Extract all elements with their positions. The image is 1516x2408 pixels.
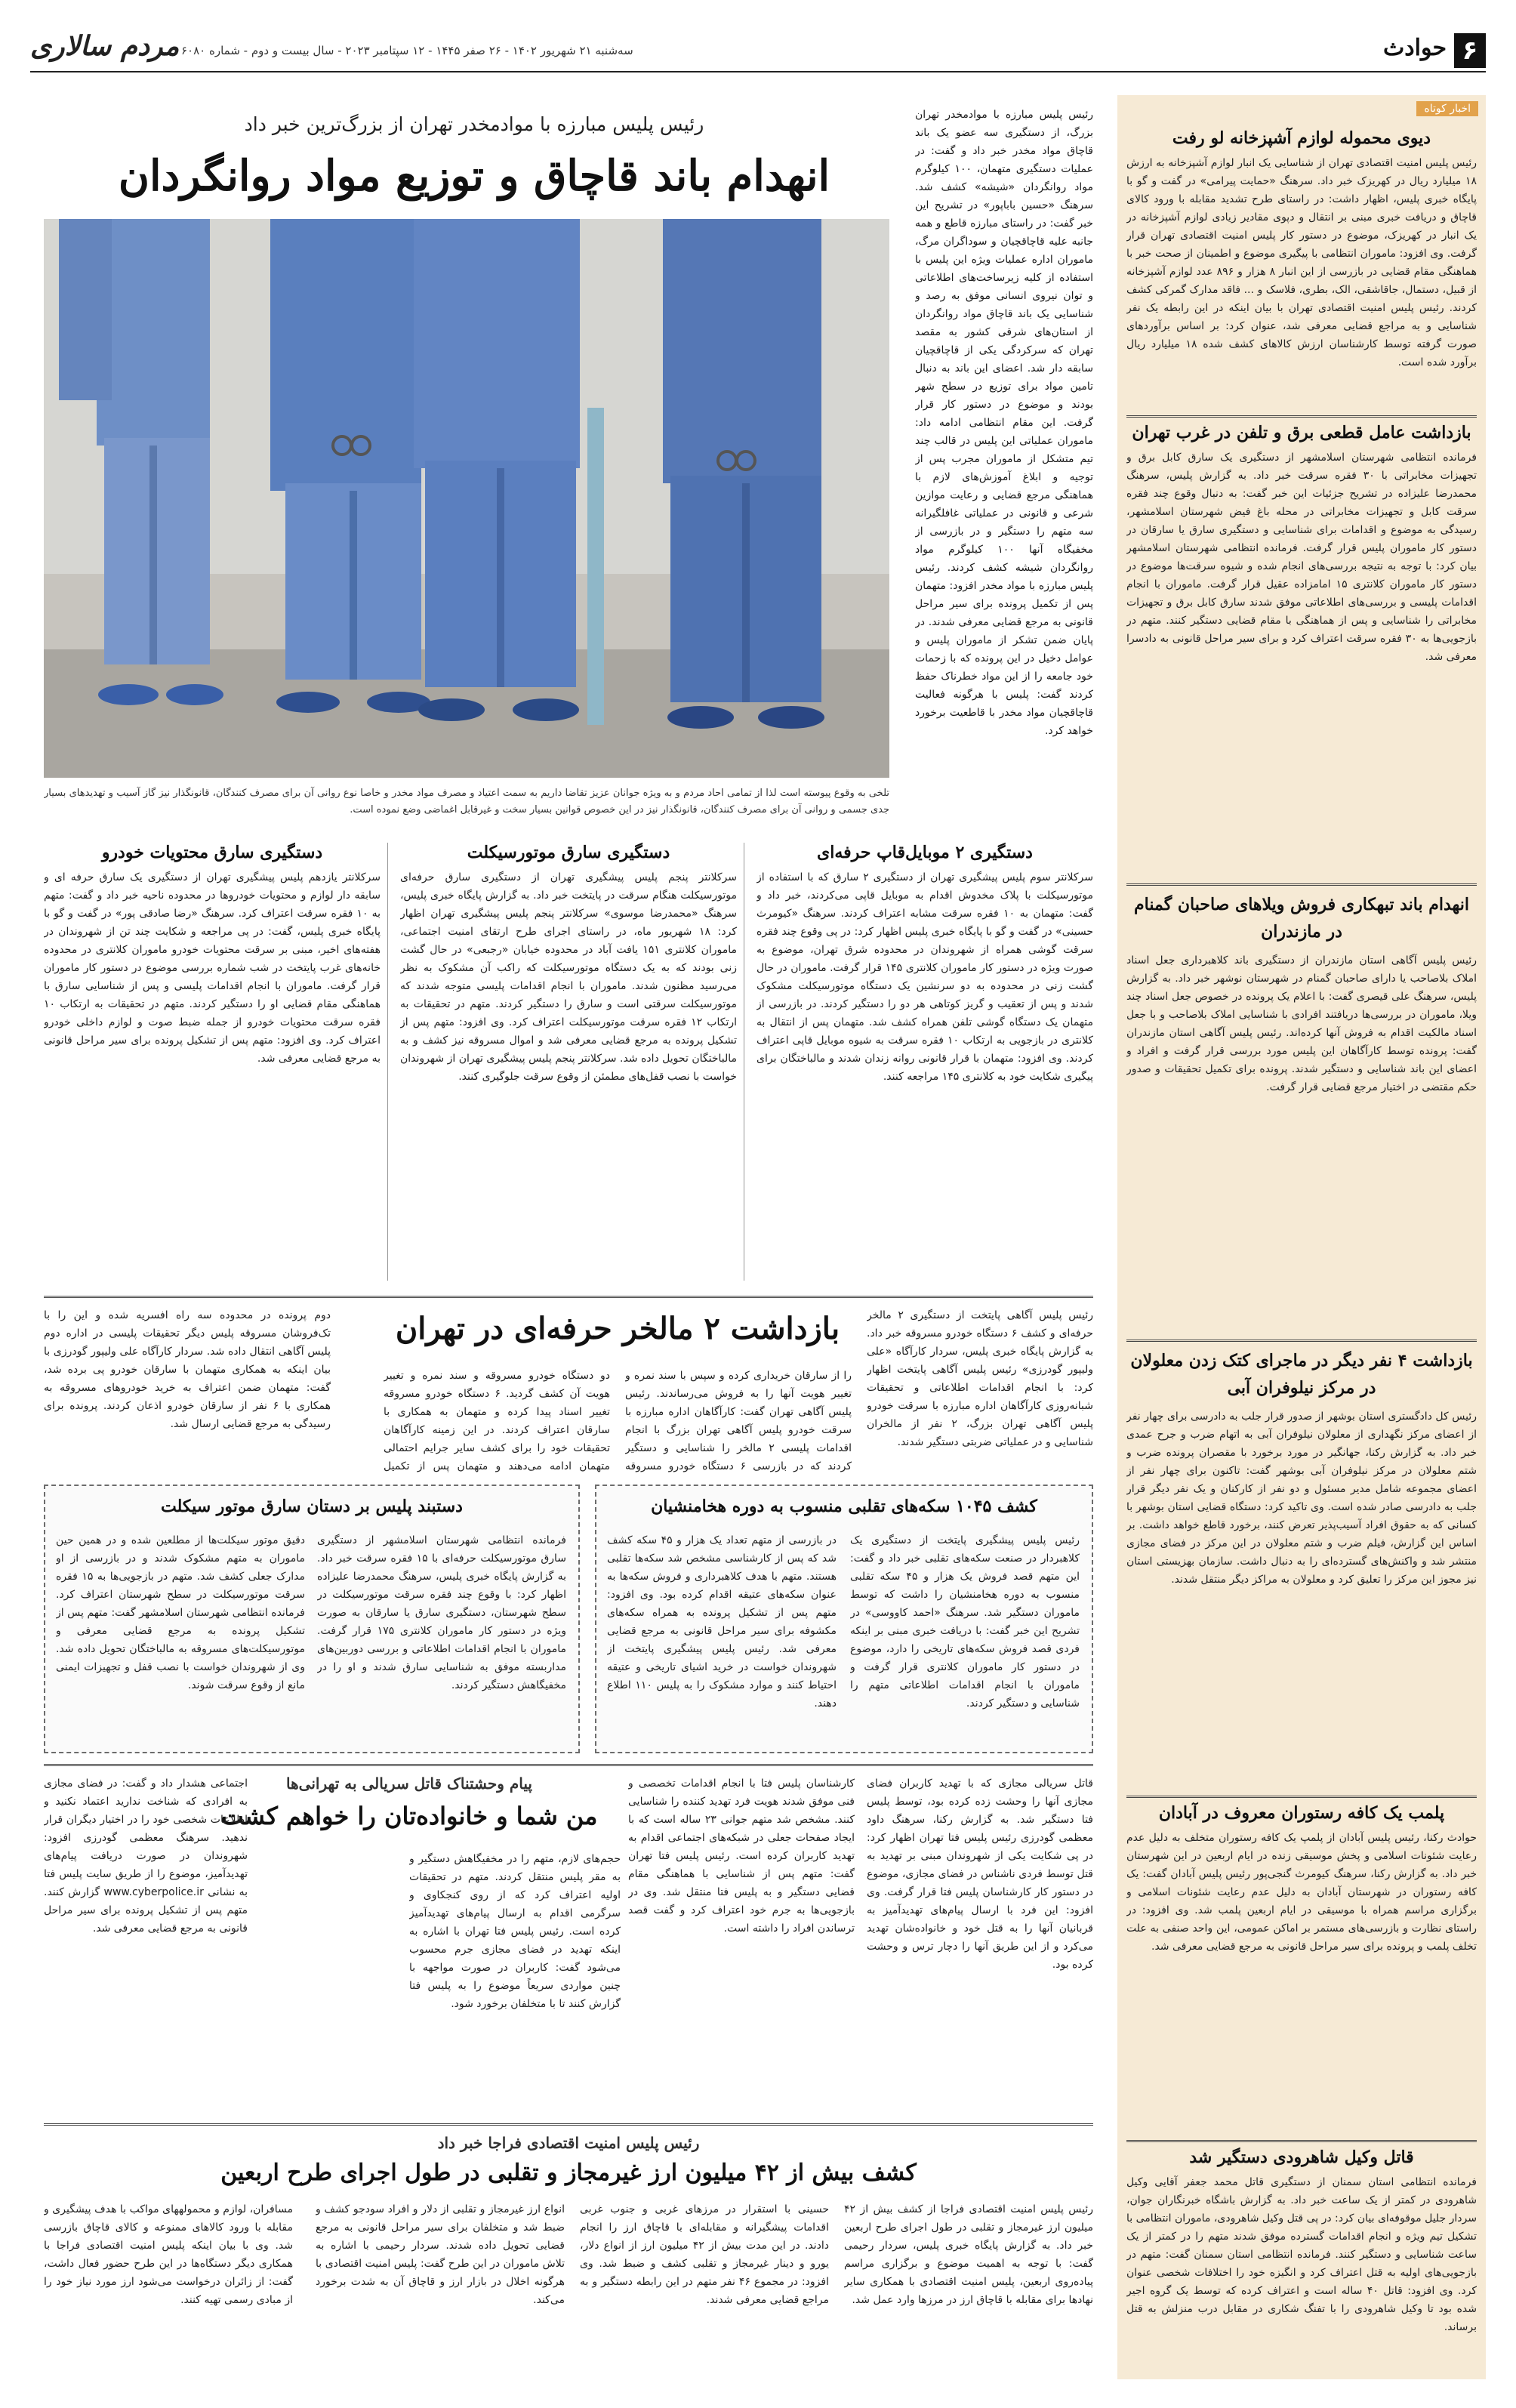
box-body: دقیق موتور سیکلت‌ها از مطلعین شده و در همین حین ماموران به متهم مشکوک شدند و در بازرسی از او مدارک جعلی کشف شد. متهم در بازجویی‌ها به ۱۵ فقره سرقت موتورسیکلت در سطح شهرستان اعتراف کرد. فرمانده انتظامی شهرستان اسلامشهر گفت: متهم پس از تشکیل پرونده به مرجع قضایی معرفی و موتورسیکلت‌های مسروقه به مالباختگان تحویل داده شد. وی از شهروندان خواست با نصب قفل و تجهیزات ایمنی مانع از وقوع سرقت شوند. bbox=[56, 1534, 305, 1691]
masthead bbox=[30, 30, 1486, 72]
column-rule bbox=[387, 843, 388, 1281]
photo-caption: تلخی به وقوع پیوسته است لذا از تمامی احاد مردم و به ویژه جوانان عزیز تقاضا داریم به سمت اعتیاد و مصرف مواد مخدر و خاصا نوع روانی آن برای مصرف کنندگان، قانونگذار نیز گاز آسیب و تهدیدهای بسیار جدی جسمی و روانی آن برای مصرف کنندگان، قانونگذار نیز در این خصوص قوانین بسیار سخت و غیرقابل اغماضی وضع نموده است. bbox=[44, 788, 889, 816]
brief-item bbox=[1126, 423, 1477, 885]
dateline: سه‌شنبه ۲۱ شهریور ۱۴۰۲ - ۲۶ صفر ۱۴۴۵ - ۱۲ سپتامبر ۲۰۲۳ - سال بیست و دوم - شماره ۶۰۸۰ bbox=[181, 44, 633, 57]
row-story bbox=[400, 843, 737, 1269]
bottom-column: مسافران، لوازم و محمولههای مواکب با هدف پیشگیری و مقابله با ورود کالاهای ممنوعه و کالای قاچاق بازرسی شد. وی با بیان اینکه پلیس امنیت اقتصادی فراجا با همکاری دیگر دستگاه‌ها در این طرح حضور فعال داشت، گفت: از زائران درخواست می‌شود ارز مورد نیاز خود را از مبادی رسمی تهیه کنند. bbox=[44, 2203, 293, 2306]
page-number-badge: ۶ bbox=[1454, 33, 1486, 68]
bottom-kicker: رئیس پلیس امنیت اقتصادی فراجا خبر داد bbox=[437, 2134, 700, 2152]
lead-side-text: رئیس پلیس مبارزه با موادمخدر تهران بزرگ، از دستگیری سه عضو یک باند قاچاق مواد مخدر خبر داد و گفت: در عملیات دستگیری متهمان، ۱۰۰ کیلوگرم مواد روانگردان «شیشه» کشف شد. سرهنگ «حسین باباپور» در تشریح این خبر گفت: در راستای مبارزه قاطع و همه جانبه علیه قاچاقچیان و سوداگران مرگ، ماموران اداره عملیات ویژه این پلیس با استفاده از کلیه زیرساخت‌های اطلاعاتی و توان نیروی انسانی موفق به رصد و شناسایی یک باند قاچاق مواد روانگردان از استان‌های شرقی کشور به مقصد تهران که سرکردگی یکی از قاچاقچیان سابقه دار شد. اعضای این باند به دنبال تامین مواد برای توزیع در سطح شهر بودند و موضوع در دستور کار قرار گرفت. این مقام انتظامی ادامه داد: ماموران عملیاتی این پلیس در قالب چند تیم متشکل از ماموران مجرب پس از توجیه و ابلاغ آموزش‌های لازم با هماهنگی مرجع قضایی و رعایت موازین شرعی و قانونی در عملیاتی غافلگیرانه سه متهم را دستگیر و در بازرسی از مخفیگاه آنها ۱۰۰ کیلوگرم مواد روانگردان شیشه کشف کردند. رئیس پلیس مبارزه با مواد مخدر افزود: متهمان پس از تکمیل پرونده برای سیر مراحل قانونی به مرجع قضایی معرفی شدند. در پایان ضمن تشکر از ماموران پلیس و عوامل دخیل در این پرونده که با زحمات خود جامعه را از این مواد خطرناک حفظ کردند گفت: پلیس با هرگونه فعالیت قاچاقچیان مواد مخدر با قاطعیت برخورد خواهد کرد. bbox=[915, 109, 1093, 737]
lead-photo bbox=[44, 219, 889, 778]
row-stories bbox=[44, 843, 1093, 1290]
row-story-body: سرکلانتر پنجم پلیس پیشگیری تهران از دستگیری سارق حرفه‌ای موتورسیکلت هنگام سرقت در پایتخت خبر داد. به گزارش پایگاه خبری پلیس، سرهنگ «محمدرضا موسوی» سرکلانتر پنجم پلیس پیشگیری تهران اظهار کرد: ۱۸ شهریور ماه، در راستای اجرای طرح ارتقای امنیت اجتماعی، ماموران کلانتری ۱۵۱ یافت آباد در محدوده خیابان «رجبعی» در حال گشت زنی بودند که به یک دستگاه موتورسیکلت که راکب آن مشکوک به نظر می‌رسید مظنون شدند. ماموران با انجام اقدامات پلیسی متوجه شدند که موتورسیکلت سرقتی است و سارق را دستگیر کردند. متهم در تحقیقات به ارتکاب ۱۲ فقره سرقت موتورسیکلت اعتراف کرد. وی افزود: متهم پس از تشکیل پرونده به مرجع قضایی معرفی شد و اموال مسروقه نیز کشف و به مالباختگان تحویل داده شد. سرکلانتر پنجم پلیس پیشگیری تهران از شهروندان خواست با نصب قفل‌های مطمئن از وقوع سرقت جلوگیری کنند. bbox=[400, 871, 737, 1083]
box-body: رئیس پلیس پیشگیری پایتخت از دستگیری یک کلاهبردار در صنعت سکه‌های تقلبی خبر داد و گفت: این متهم قصد فروش یک هزار و ۴۵ سکه تقلبی منسوب به دوره هخامنشیان را داشت که توسط ماموران دستگیر شد. سرهنگ «احمد کاووسی» در تشریح این خبر گفت: با دریافت خبری مبنی بر اینکه فردی قصد فروش سکه‌های تاریخی را دارد، موضوع در دستور کار ماموران کلانتری قرار گرفت و ماموران با انجام اقدامات اطلاعاتی متهم را شناسایی و دستگیر کردند. bbox=[850, 1534, 1080, 1710]
row-story-body: سرکلانتر یازدهم پلیس پیشگیری تهران از دستگیری یک سارق حرفه ای و سابقه دار لوازم و محتویات خودروها در محدوده ناحیه خبر داد و گفت: متهم به ۱۰ فقره سرقت اعتراف کرد. سرهنگ «رضا صادقی پور» در گفت و گو با پایگاه خبری پلیس، گفت: در پی مراجعه و شکایت چند تن از شهروندان در هفته‌های اخیر، مبنی بر سرقت محتویات خودرو ماموران کلانتری در محدوده خانه‌های غرب پایتخت در شب شماره بررسی موضوع در دستور کار ماموران قرار گرفت. ماموران با انجام اقدامات پلیسی و پس از شناسایی سارق با هماهنگی مقام قضایی او را دستگیر کردند. متهم در تحقیقات به ارتکاب ۱۰ فقره سرقت محتویات خودرو از جمله ضبط صوت و لوازم داخلی خودرو اعتراف کرد. وی افزود: متهم پس از تشکیل پرونده برای سیر مراحل قانونی به مرجع قضایی معرفی شد. bbox=[44, 871, 381, 1065]
row-story-title: دستگیری سارق موتورسیکلت bbox=[467, 843, 670, 862]
mid-headline: بازداشت ۲ مالخر حرفه‌ای در تهران bbox=[395, 1311, 840, 1346]
cyber-headline: من شما و خانواده‌تان را خواهم کشت bbox=[220, 1802, 598, 1830]
suspects-photo-illustration bbox=[44, 219, 889, 778]
box-body: در بازرسی از متهم تعداد یک هزار و ۴۵ سکه کشف شد که پس از کارشناسی مشخص شد سکه‌ها تقلبی هستند. متهم با هدف کلاهبرداری و فروش سکه‌ها به عنوان سکه‌های عتیقه اقدام کرده بود. وی افزود: متهم پس از تشکیل پرونده به همراه سکه‌های مکشوفه برای سیر مراحل قانونی به مرجع قضایی معرفی شد. رئیس پلیس پیشگیری پایتخت از شهروندان خواست در خرید اشیای تاریخی و عتیقه احتیاط کنند و موارد مشکوک را به پلیس ۱۱۰ اطلاع دهند. bbox=[607, 1534, 837, 1710]
brief-item bbox=[1126, 1803, 1477, 2137]
mid-column: دوم پرونده در محدوده سه راه افسریه شده و این را با تک‌فروشان مسروقه پلیس دیگر تحقیقات پلیسی در اداره دوم پلیس آگاهی انتقال داده شد. سردار کارآگاه علی ولیپور گودرزی با بیان اینکه به همکاری متهمان با سارقان خودرو پی برده شد، گفت: متهمان ضمن اعتراف به خرید خودروهای مسروقه به همکاری با ۶ نفر از سارقان خودرو اذعان کردند. پرونده برای رسیدگی به مرجع قضایی ارسال شد. bbox=[44, 1309, 331, 1430]
boxed-story bbox=[595, 1485, 1093, 1753]
lead-kicker: رئیس پلیس مبارزه با موادمخدر تهران از بزرگ‌ترین خبر داد bbox=[244, 113, 704, 135]
brief-body: فرمانده انتظامی شهرستان اسلامشهر از دستگیری یک سارق کابل برق و تجهیزات مخابراتی با ۳۰ فقره سرقت خبر داد. به گزارش پلیس، سرهنگ محمدرضا علیزاده در تشریح جزئیات این خبر گفت: به دنبال وقوع چند فقره سرقت کابل و تجهیزات مخابراتی در محله باغ فیض شهرستان اسلامشهر، رسیدگی به موضوع و اقدامات برای شناسایی و دستگیری سارق یا سارقان در دستور کار ماموران پلیس قرار گرفت. فرمانده انتظامی شهرستان اسلامشهر بیان کرد: با توجه به نتیجه بررسی‌های انجام شده و شیوه سرقت‌ها موضوع در دستور کار ماموران کلانتری ۱۵ امامزاده عقیل قرار گرفت. ماموران با انجام اقدامات پلیسی و بررسی‌های اطلاعاتی موفق شدند سارق کابل برق و تجهیزات مخابراتی را شناسایی و پس از هماهنگی با مقام قضایی دستگیر کنند. متهم در بازجویی‌ها به ۳۰ فقره سرقت اعتراف کرد و برای سیر مراحل قانونی به دادسرا معرفی شد. bbox=[1126, 452, 1477, 663]
section-title: حوادث bbox=[1383, 35, 1447, 61]
cyber-column: اجتماعی هشدار داد و گفت: در فضای مجازی به افرادی که شناخت ندارید اعتماد نکنید و اطلاعات شخصی خود را در اختیار دیگران قرار ندهید. سرهنگ معظمی گودرزی افزود: شهروندان در صورت دریافت پیام‌های تهدیدآمیز، موضوع را از طریق سایت پلیس فتا به نشانی www.cyberpolice.ir گزارش کنند. متهم پس از تشکیل پرونده برای سیر مراحل قانونی به مرجع قضایی معرفی شد. bbox=[44, 1777, 248, 1935]
row-story-title: دستگیری سارق محتویات خودرو bbox=[101, 843, 323, 862]
bottom-column: حسینی با استقرار در مرزهای غربی و جنوب غربی اقدامات پیشگیرانه و مقابله‌ای با قاچاق ارز را انجام دادند. در این مدت بیش از ۴۲ میلیون ارز از انواع دلار، یورو و دینار غیرمجاز و تقلبی کشف و ضبط شد. وی افزود: در مجموع ۴۶ نفر متهم در این رابطه دستگیر و به مراجع قضایی معرفی شدند. bbox=[580, 2203, 829, 2306]
divider bbox=[1126, 2140, 1477, 2142]
box-title: دستبند پلیس بر دستان سارق موتور سیکلت bbox=[161, 1497, 463, 1516]
row-story-title: دستگیری ۲ موبایل‌قاپ حرفه‌ای bbox=[817, 843, 1033, 862]
box-title: کشف ۱۰۴۵ سکه‌های تقلبی منسوب به دوره هخامنشیان bbox=[651, 1497, 1037, 1516]
row-story-body: سرکلانتر سوم پلیس پیشگیری تهران از دستگیری ۲ سارق که با استفاده از موتورسیکلت با پلاک مخدوش اقدام به موبایل قاپی می‌کردند، خبر داد و گفت: متهمان به ۱۰ فقره سرقت مشابه اعتراف کردند. سرهنگ «کیومرث حسینی» در گفت و گو با پایگاه خبری پلیس اظهار کرد: در پی وقوع چند فقره سرقت گوشی همراه از شهروندان در محدوده شرق تهران، موضوع به صورت ویژه در دستور کار ماموران کلانتری ۱۴۵ قرار گرفت. ماموران در حال گشت زنی در محدوده به دو سرنشین یک دستگاه موتورسیکلت مشکوک شدند و پس از تعقیب و گریز کوتاهی هر دو را دستگیر کردند. در بازرسی از متهمان یک دستگاه گوشی تلفن همراه کشف شد. متهمان پس از انتقال به کلانتری در بازجویی به ارتکاب ۱۰ فقره سرقت به شیوه موبایل قاپی اعتراف کردند. وی افزود: متهمان با قرار قانونی روانه زندان شدند و مالباختگان برای پیگیری شکایت خود به کلانتری ۱۴۵ مراجعه کنند. bbox=[756, 871, 1093, 1083]
divider bbox=[44, 1764, 1093, 1766]
brief-item bbox=[1126, 1347, 1477, 1824]
divider bbox=[1126, 883, 1477, 886]
divider bbox=[1126, 1796, 1477, 1798]
brief-item bbox=[1126, 891, 1477, 1370]
box-body: فرمانده انتظامی شهرستان اسلامشهر از دستگیری سارق موتورسیکلت حرفه‌ای با ۱۵ فقره سرقت خبر داد. به گزارش پایگاه خبری پلیس، سرهنگ محمدرضا علیزاده اظهار کرد: با وقوع چند فقره سرقت موتورسیکلت در سطح شهرستان، دستگیری سارق یا سارقان به صورت ویژه در دستور کار ماموران کلانتری ۱۷۵ قرار گرفت. ماموران با انجام اقدامات اطلاعاتی و بررسی دوربین‌های مداربسته موفق به شناسایی سارق شدند و او را در مخفیگاهش دستگیر کردند. bbox=[317, 1534, 566, 1691]
brief-title: بازداشت عامل قطعی برق و تلفن در غرب تهران bbox=[1132, 423, 1471, 442]
mid-column: رئیس پلیس آگاهی پایتخت از دستگیری ۲ مالخر حرفه‌ای و کشف ۶ دستگاه خودرو مسروقه خبر داد. به گزارش پایگاه خبری پلیس، سردار کارآگاه «علی ولیپور گودرزی» رئیس پلیس آگاهی پایتخت اظهار کرد: با انجام اقدامات اطلاعاتی و تحقیقات شبانه‌روزی کارآگاهان اداره مبارزه با سرقت خودرو پلیس آگاهی تهران بزرگ، ۲ نفر از مالخران شناسایی و در عملیاتی ضربتی دستگیر شدند. bbox=[867, 1309, 1093, 1448]
bottom-column: انواع ارز غیرمجاز و تقلبی از دلار و افراد سودجو کشف و ضبط شد و متخلفان برای سیر مراحل قانونی به مرجع قضایی تحویل داده شدند. سردار رحیمی با اشاره به تلاش ماموران در این طرح گفت: پلیس امنیت اقتصادی با هرگونه اخلال در بازار ارز و قاچاق آن به شدت برخورد می‌کند. bbox=[316, 2203, 565, 2306]
row-story bbox=[44, 843, 381, 1269]
divider bbox=[44, 1296, 1093, 1298]
divider bbox=[44, 2123, 1093, 2126]
brief-title: پلمب یک کافه رستوران معروف در آبادان bbox=[1158, 1803, 1445, 1823]
brief-title: انهدام باند تبهکاری فروش ویلاهای صاحبان گمنام در مازندران bbox=[1134, 895, 1469, 942]
brief-item bbox=[1126, 2147, 1477, 2371]
brief-body: حوادث رکنا، رئیس پلیس آبادان از پلمپ یک کافه رستوران متخلف به دلیل عدم رعایت شئونات اسلامی و پخش موسیقی زنده در ایام اربعین در این شهرستان خبر داد. به گزارش رکنا، سرهنگ کیومرث گنجی‌پور رئیس پلیس آبادان گفت: یک کافه رستوران در شهرستان آبادان به دلیل عدم رعایت شئونات اسلامی و برگزاری مراسم همراه با موسیقی در ایام اربعین پلمب شد. وی افزود: در راستای نظارت و بازرسی‌های مستمر بر اماکن عمومی، این واحد صنفی به علت تخلف پلمب و پرونده برای سیر مراحل قانونی به مرجع قضایی معرفی شد. bbox=[1126, 1832, 1477, 1953]
brief-title: بازداشت ۴ نفر دیگر در ماجرای کتک زدن معلولان در مرکز نیلوفران آبی bbox=[1130, 1351, 1473, 1398]
brief-item bbox=[1126, 128, 1477, 409]
cyber-column: قاتل سریالی مجازی که با تهدید کاربران فضای مجازی آنها را وحشت زده کرده بود، توسط پلیس فتا دستگیر شد. به گزارش رکنا، سرهنگ داود معظمی گودرزی رئیس پلیس فتا تهران اظهار کرد: در پی شکایت یکی از شهروندان مبنی بر تهدید به قتل توسط فردی ناشناس در فضای مجازی، موضوع در دستور کار کارشناسان پلیس فتا قرار گرفت. وی افزود: این فرد با ارسال پیام‌های تهدیدآمیز به قربانیان آنها را به قتل خود و خانواده‌شان تهدید می‌کرد و از این طریق آنها را دچار ترس و وحشت کرده بود. bbox=[867, 1777, 1093, 1971]
mid-column: دو دستگاه خودرو مسروقه و سند نمره و تغییر هویت آن کشف گردید. ۶ دستگاه خودرو مسروقه تغییر اسناد پیدا کرده و متهمان به همکاری با سارقان اعتراف کردند. در این زمینه کارآگاهان تحقیقات خود را برای کشف سایر جرایم احتمالی متهمان ادامه می‌دهند و متهمان پس از تکمیل bbox=[384, 1370, 610, 1472]
row-story bbox=[756, 843, 1093, 1269]
cyber-kicker: پیام وحشتناک قاتل سریالی به تهرانی‌ها bbox=[286, 1774, 532, 1793]
lead-headline: انهدام باند قاچاق و توزیع مواد روانگردان bbox=[118, 151, 830, 201]
cyber-column: کارشناسان پلیس فتا با انجام اقدامات تخصصی و فنی موفق شدند هویت فرد تهدید کننده را شناسایی کنند. مشخص شد متهم جوانی ۲۳ ساله است که با ایجاد صفحات جعلی در شبکه‌های اجتماعی اقدام به تهدید کاربران کرده است. رئیس پلیس فتا تهران گفت: متهم پس از شناسایی با هماهنگی مقام قضایی دستگیر و به پلیس فتا منتقل شد. وی در بازجویی‌ها به جرم خود اعتراف کرد و گفت قصد ترساندن افراد را داشته است. bbox=[628, 1777, 855, 1935]
mid-column: را از سارقان خریداری کرده و سپس با سند نمره و تغییر هویت آنها را به فروش می‌رساندند. رئیس پلیس آگاهی تهران گفت: کارآگاهان اداره مبارزه با سرقت خودرو پلیس آگاهی تهران بزرگ با انجام اقدامات پلیسی ۲ مالخر را شناسایی و دستگیر کردند که در بازرسی ۶ دستگاه خودرو مسروقه bbox=[625, 1370, 852, 1472]
brief-title: دیوی محموله لوازم آشپزخانه لو رفت bbox=[1172, 128, 1431, 148]
brief-body: رئیس کل دادگستری استان بوشهر از صدور قرار جلب به دادرسی برای چهار نفر از اعضای مرکز نگهداری از معلولان نیلوفران آبی به اتهام ضرب و جرح عمدی خبر داد. به گزارش رکنا، جهانگیر در مورد برخورد با مقصران پرونده ضرب و شتم معلولان در مرکز نیلوفران آبی بوشهر گفت: تاکنون برای چهار نفر از اعضای مجموعه شامل مدیر مسئول و دو نفر از کارکنان و یک نفر دیگر قرار جلب به دادرسی صادر شده است. وی تاکید کرد: دستگاه قضایی استان بوشهر با کسانی که به حقوق افراد آسیب‌پذیر تعرض کنند، برخورد قاطع خواهد داشت. بر اساس این گزارش، فیلم ضرب و شتم معلولان در این مرکز در فضای مجازی منتشر شد و واکنش‌های گسترده‌ای را به دنبال داشت. سازمان بهزیستی استان نیز مجوز این مرکز را تعلیق کرد و معلولان به مراکز دیگر منتقل شدند. bbox=[1126, 1411, 1477, 1586]
sidebar-tag: اخبار کوتاه bbox=[1416, 101, 1478, 116]
news-brief-sidebar bbox=[1117, 95, 1486, 2379]
bottom-column: رئیس پلیس امنیت اقتصادی فراجا از کشف بیش از ۴۲ میلیون ارز غیرمجاز و تقلبی در طول اجرای طرح اربعین خبر داد. به گزارش پایگاه خبری پلیس، سردار رحیمی گفت: با توجه به اهمیت موضوع و برگزاری مراسم پیاده‌روی اربعین، پلیس امنیت اقتصادی با همکاری سایر نهادها برای مقابله با قاچاق ارز در مرزها وارد عمل شد. bbox=[844, 2203, 1093, 2306]
paper-logo: مردم سالاری bbox=[30, 30, 180, 62]
divider bbox=[1126, 415, 1477, 418]
cyber-column: حجم‌های لازم، متهم را در مخفیگاهش دستگیر و به مقر پلیس منتقل کردند. متهم در تحقیقات اولیه اعتراف کرد که از روی کنجکاوی و سرگرمی اقدام به ارسال پیام‌های تهدیدآمیز کرده است. رئیس پلیس فتا تهران با اشاره به اینکه تهدید در فضای مجازی جرم محسوب می‌شود گفت: کاربران در صورت مواجهه با چنین مواردی سریعاً موضوع را به پلیس فتا گزارش کنند تا با متخلفان برخورد شود. bbox=[409, 1853, 621, 2010]
bottom-headline: کشف بیش از ۴۲ میلیون ارز غیرمجاز و تقلبی در طول اجرای طرح اربعین bbox=[220, 2160, 917, 2186]
boxed-story bbox=[44, 1485, 580, 1753]
brief-body: فرمانده انتظامی استان سمنان از دستگیری قاتل محمد جعفر آقایی وکیل شاهرودی در کمتر از یک ساعت خبر داد. به گزارش باشگاه خبرنگاران جوان، سردار جلیل موقوفه‌ای بیان کرد: در پی قتل وکیل شاهرودی، ماموران انتظامی با تشکیل تیم ویژه و انجام اقدامات گسترده موفق شدند متهم را در کمتر از یک ساعت شناسایی و دستگیر کنند. فرمانده انتظامی استان سمنان گفت: متهم در بازجویی‌های اولیه به قتل اعتراف کرد و انگیزه خود را اختلافات شخصی عنوان کرد. وی افزود: قاتل ۴۰ ساله است و اعتراف کرده که توسط یک گروه اجیر شده بود تا وکیل شاهرودی را با تفنگ شکاری در مقابل درب منزلش به قتل برساند. bbox=[1126, 2176, 1477, 2333]
brief-body: رئیس پلیس امنیت اقتصادی تهران از شناسایی یک انبار لوازم آشپزخانه به ارزش ۱۸ میلیارد ریال در کهریزک خبر داد. سرهنگ «حمایت پیرامی» در گفت و گو با پایگاه خبری پلیس، اظهار داشت: در راستای طرح تشدید مقابله با ورود کالای قاچاق و دریافت خبری مبنی بر انتقال و دپوی مقادیر زیادی لوازم آشپزخانه در یک انبار در کهریزک، موضوع در دستور کار پلیس امنیت اقتصادی تهران قرار گرفت. وی افزود: ماموران انتظامی با پیگیری موضوع و اطمینان از صحت خبر با هماهنگی مقام قضایی در بازرسی از این انبار ۸ هزار و ۸۹۶ عدد لوازم آشپزخانه از قبیل، دستمال، جاقاشقی، الک، بطری، فلاسک و ... فاقد مدارک گمرکی کشف کردند. رئیس پلیس امنیت اقتصادی تهران با بیان اینکه در این رابطه یک نفر شناسایی و به مراجع قضایی معرفی شد، عنوان کرد: بر اساس برآوردهای صورت گرفته توسط کارشناسان ارزش کالاهای کشف شده ۱۸ میلیارد ریال برآورد شده است. bbox=[1126, 157, 1477, 368]
brief-body: رئیس پلیس آگاهی استان مازندران از دستگیری باند کلاهبرداری جعل اسناد املاک بلاصاحب یا دارای صاحبان گمنام در شهرستان نوشهر خبر داد. به گزارش پلیس، سرهنگ علی قیصری گفت: با اعلام یک پرونده در خصوص جعل اسناد چند ویلا، ماموران در بررسی‌ها دریافتند افرادی با شناسایی املاک بلاصاحب و با جعل اسناد مالکیت اقدام به فروش آنها کرده‌اند. رئیس پلیس آگاهی استان مازندران گفت: پرونده توسط کارآگاهان این پلیس مورد بررسی قرار گرفت و افراد و اعضای این باند شناسایی و دستگیر شدند. پرونده برای تکمیل تحقیقات و صدور حکم مقتضی در اختیار مرجع قضایی قرار گرفت. bbox=[1126, 954, 1477, 1093]
divider bbox=[1126, 1340, 1477, 1342]
brief-title: قاتل وکیل شاهرودی دستگیر شد bbox=[1189, 2147, 1414, 2167]
